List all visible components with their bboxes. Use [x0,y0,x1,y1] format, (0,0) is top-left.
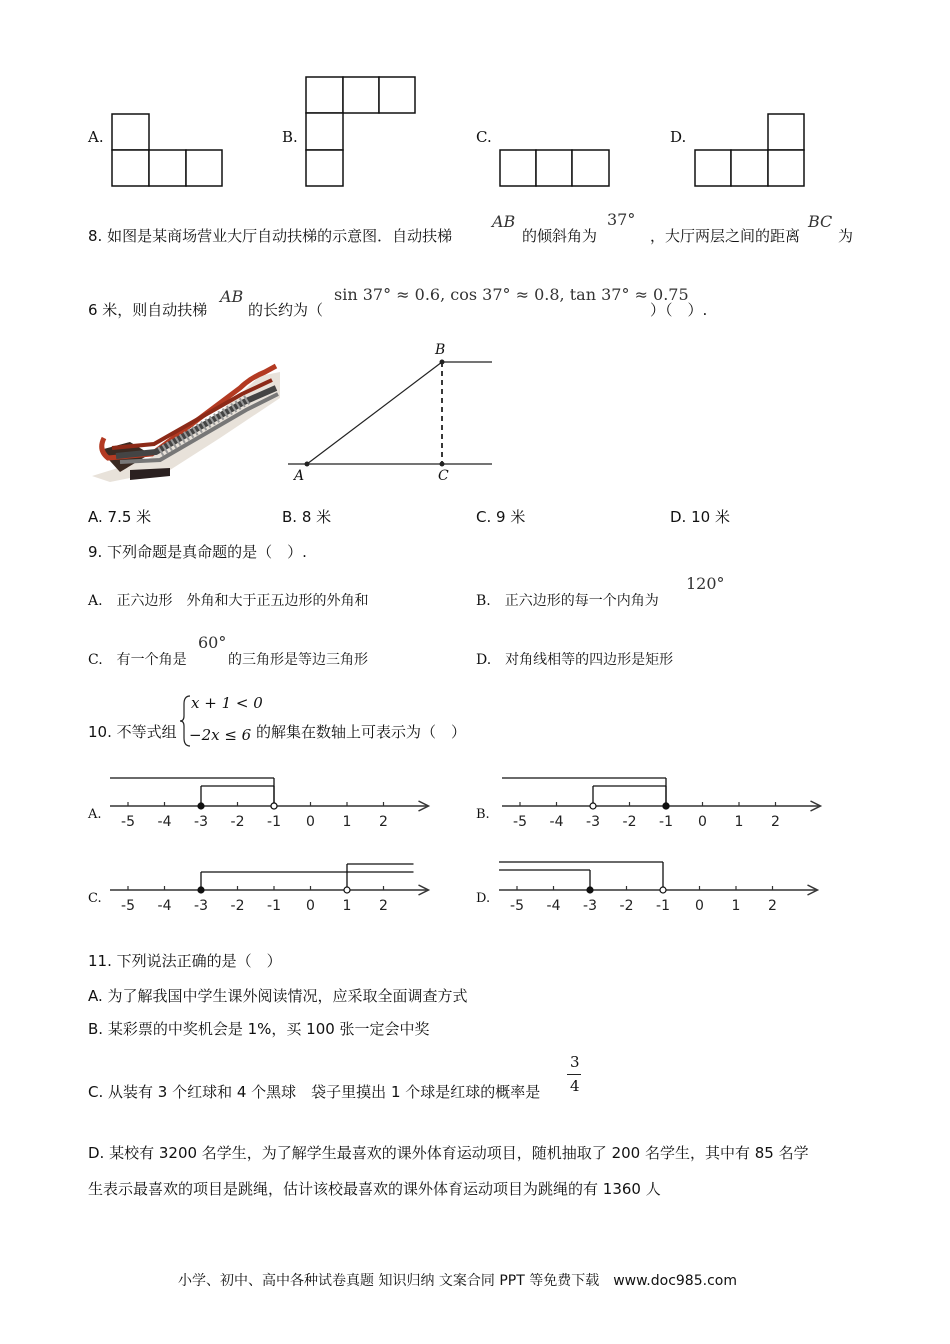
point-b-label: B [435,342,446,358]
option-a-label: A. [88,128,104,146]
q8-line1-end: 为 [838,227,854,245]
q8-option-d: D. 10 米 [670,508,730,526]
q8-ab: AB [492,212,516,231]
tick-label: -2 [230,814,245,830]
tick-label: 1 [342,898,352,914]
tick-label: -5 [513,814,527,830]
open-endpoint [590,803,596,809]
q8-line2-end: ）（ ）. [650,301,708,319]
tick-label: -3 [194,814,208,830]
tick-label: 2 [379,814,388,830]
tick-label: 1 [734,814,744,830]
tick-label: -2 [230,898,245,914]
tick-label: 0 [695,898,704,914]
q8-option-c: C. 9 米 [476,508,526,526]
q9-option-a: A. 正六边形 外角和大于正五边形的外角和 [88,593,369,609]
open-endpoint [660,887,666,893]
option-c-label: C. [476,128,492,146]
q9-option-d: D. 对角线相等的四边形是矩形 [476,652,674,668]
q10-option-d: D. [476,891,491,906]
q8-line1-mid: 的倾斜角为 [522,227,598,245]
tick-label: -3 [194,898,208,914]
tick-label: -3 [583,898,597,914]
closed-endpoint [663,803,669,809]
closed-endpoint [587,887,593,893]
closed-endpoint [198,887,204,893]
q8-angle: 37° [607,210,636,229]
q10-prefix: 10. 不等式组 [88,723,177,741]
q8-trig-values: sin 37° ≈ 0.6, cos 37° ≈ 0.8, tan 37° ≈ 0.75 [334,285,689,304]
q11-option-d-line2: 生表示最喜欢的项目是跳绳，估计该校最喜欢的课外体育运动项目为跳绳的有 1360 人 [88,1180,661,1198]
open-endpoint [344,887,350,893]
q10-option-a: A. [88,807,102,822]
q11-stem: 11. 下列说法正确的是（ ） [88,952,282,970]
tick-label: 2 [771,814,780,830]
q9-option-b: B. 正六边形的每一个内角为 [476,593,659,609]
q8-ab-2: AB [220,287,244,306]
tick-label: -2 [622,814,637,830]
inequality-1: x + 1 < 0 [191,694,263,712]
q9-b-value: 120° [686,574,725,593]
footer-text: 小学、初中、高中各种试卷真题 知识归纳 文案合同 PPT 等免费下载 www.doc985.com [178,1273,737,1289]
tick-label: 2 [379,898,388,914]
point-c-label: C [438,468,449,484]
tick-label: 0 [306,814,315,830]
q9-option-c-pre: C. 有一个角是 [88,652,187,668]
tick-label: -1 [267,898,281,914]
q8-line1-mid2: ，大厅两层之间的距离 [650,227,801,245]
q8-line2-mid: 的长约为（ [248,301,324,319]
q8-line2-prefix: 6 米，则自动扶梯 [88,301,208,319]
tick-label: -4 [549,814,564,830]
q10-option-c: C. [88,891,102,906]
q10-suffix: 的解集在数轴上可表示为（ ） [256,723,467,741]
fraction-denominator: 4 [570,1077,580,1095]
point-a-label: A [294,468,305,484]
tick-label: -2 [619,898,634,914]
q10-option-b: B. [476,807,490,822]
closed-endpoint [198,803,204,809]
q8-option-b: B. 8 米 [282,508,332,526]
tick-label: 1 [342,814,352,830]
q8-line1-prefix: 8. 如图是某商场营业大厅自动扶梯的示意图．自动扶梯 [88,227,453,245]
q11-option-c: C. 从装有 3 个红球和 4 个黑球 袋子里摸出 1 个球是红球的概率是 [88,1083,541,1101]
open-endpoint [271,803,277,809]
option-d-label: D. [670,128,687,146]
tick-label: -4 [157,898,172,914]
tick-label: 2 [768,898,777,914]
tick-label: 1 [731,898,741,914]
q11-option-a: A. 为了解我国中学生课外阅读情况，应采取全面调查方式 [88,987,468,1005]
q8-bc: BC [808,212,833,231]
tick-label: 0 [306,898,315,914]
tick-label: -5 [121,814,135,830]
tick-label: -1 [659,814,673,830]
q9-c-value: 60° [198,633,227,652]
tick-label: -3 [586,814,600,830]
fraction-bar [567,1074,581,1075]
q8-option-a: A. 7.5 米 [88,508,152,526]
inequality-2: −2x ≤ 6 [189,726,252,744]
tick-label: -1 [656,898,670,914]
tick-label: -4 [546,898,561,914]
q9-stem: 9. 下列命题是真命题的是（ ）. [88,543,307,561]
q11-option-d-line1: D. 某校有 3200 名学生，为了解学生最喜欢的课外体育运动项目，随机抽取了 200 名学生，其中有 85 名学 [88,1144,809,1162]
tick-label: 0 [698,814,707,830]
q11-option-b: B. 某彩票的中奖机会是 1%，买 100 张一定会中奖 [88,1020,430,1038]
q9-option-c-post: 的三角形是等边三角形 [228,652,368,668]
fraction-numerator: 3 [570,1053,580,1071]
tick-label: -1 [267,814,281,830]
tick-label: -5 [121,898,135,914]
tick-label: -4 [157,814,172,830]
tick-label: -5 [510,898,524,914]
option-b-label: B. [282,128,298,146]
